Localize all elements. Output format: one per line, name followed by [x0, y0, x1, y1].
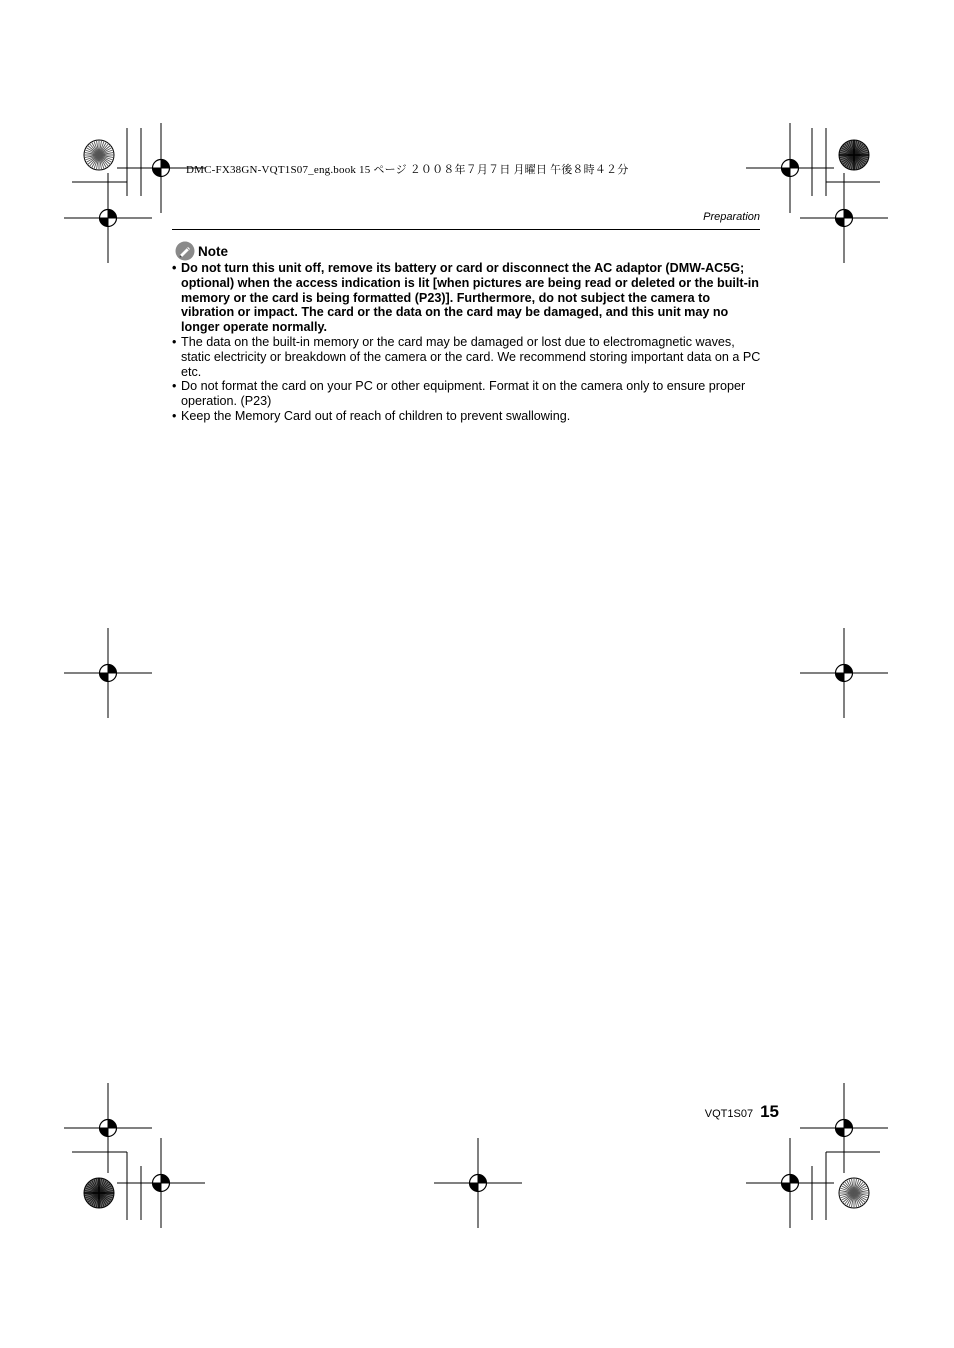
note-item: [172, 261, 764, 335]
registration-mark: [64, 1083, 152, 1173]
section-title: Preparation: [703, 211, 760, 223]
note-heading: [175, 241, 228, 261]
document-code: VQT1S07: [704, 1108, 754, 1120]
note-item-text: Do not format the card on your PC or other equipment. Format it on the camera only to ensure proper operation. (P23): [181, 379, 746, 409]
note-pencil-icon: [175, 241, 195, 261]
color-wheel: [84, 140, 114, 170]
note-item: [172, 409, 764, 424]
page-number: 15: [760, 1102, 779, 1121]
note-item-text: The data on the built-in memory or the card may be damaged or lost due to electromagnetic waves, static electricity or breakdown of the camera or the card. We recommend storing important data on a PC etc.: [181, 334, 761, 379]
bullet: •: [172, 379, 177, 394]
color-wheel: [84, 1178, 114, 1208]
color-wheel: [839, 1178, 869, 1208]
bullet: •: [172, 261, 177, 275]
note-item-text: Keep the Memory Card out of reach of children to prevent swallowing.: [181, 408, 571, 423]
color-wheel: [839, 140, 869, 170]
header-rule: [172, 229, 760, 230]
file-header: DMC-FX38GN-VQT1S07_eng.book 15 ページ ２００８年７月７日 月曜日 午後８時４２分: [186, 164, 629, 176]
registration-mark: [800, 628, 888, 718]
registration-mark: [117, 1138, 205, 1228]
registration-mark: [800, 173, 888, 263]
note-item: [172, 379, 764, 409]
note-label: Note: [198, 243, 228, 259]
registration-mark: [64, 173, 152, 263]
note-item-text: Do not turn this unit off, remove its battery or card or disconnect the AC adaptor (DMW-AC5G; optional) when the access indication is lit [when pictures are being read or deleted or the built-in memory or the card is being formatted (P23)]. Furthermore, do not subject the camera to vibration or impact. The card or the data on the card may be damaged, and this unit may no longer operate normally.: [181, 261, 760, 335]
bullet: •: [172, 334, 177, 349]
registration-mark: [746, 1138, 834, 1228]
registration-mark: [746, 123, 834, 213]
note-item: [172, 335, 764, 379]
bullet: •: [172, 408, 177, 423]
registration-mark: [800, 1083, 888, 1173]
registration-mark: [64, 628, 152, 718]
page-footer: [705, 1102, 779, 1122]
registration-mark: [434, 1138, 522, 1228]
note-list: [172, 261, 764, 424]
